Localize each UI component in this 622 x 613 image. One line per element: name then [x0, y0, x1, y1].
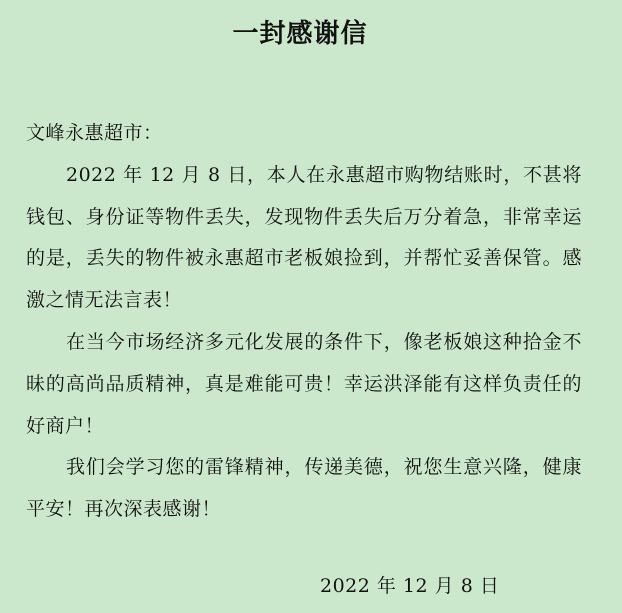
letter-title: 一封感谢信: [232, 19, 368, 49]
letter-paragraph-2: 在当今市场经济多元化发展的条件下，像老板娘这种拾金不昧的高尚品质精神，真是难能可贵！幸运洪泽能有这样负责任的好商户！: [26, 330, 582, 437]
letter-salutation: 文峰永惠超市：: [26, 122, 163, 144]
letter-body: [26, 113, 582, 531]
letter-date: 2022 年 12 月 8 日: [320, 575, 500, 597]
letter-paragraph-1: 2022 年 12 月 8 日，本人在永惠超市购物结账时，不甚将钱包、身份证等物件丢失，发现物件丢失后万分着急，非常幸运的是，丢失的物件被永惠超市老板娘捡到，并帮忙妥善保管。感激之情无法言表！: [26, 163, 582, 312]
letter-paragraph-3: 我们会学习您的雷锋精神，传递美德，祝您生意兴隆，健康平安！再次深表感谢！: [26, 456, 582, 521]
